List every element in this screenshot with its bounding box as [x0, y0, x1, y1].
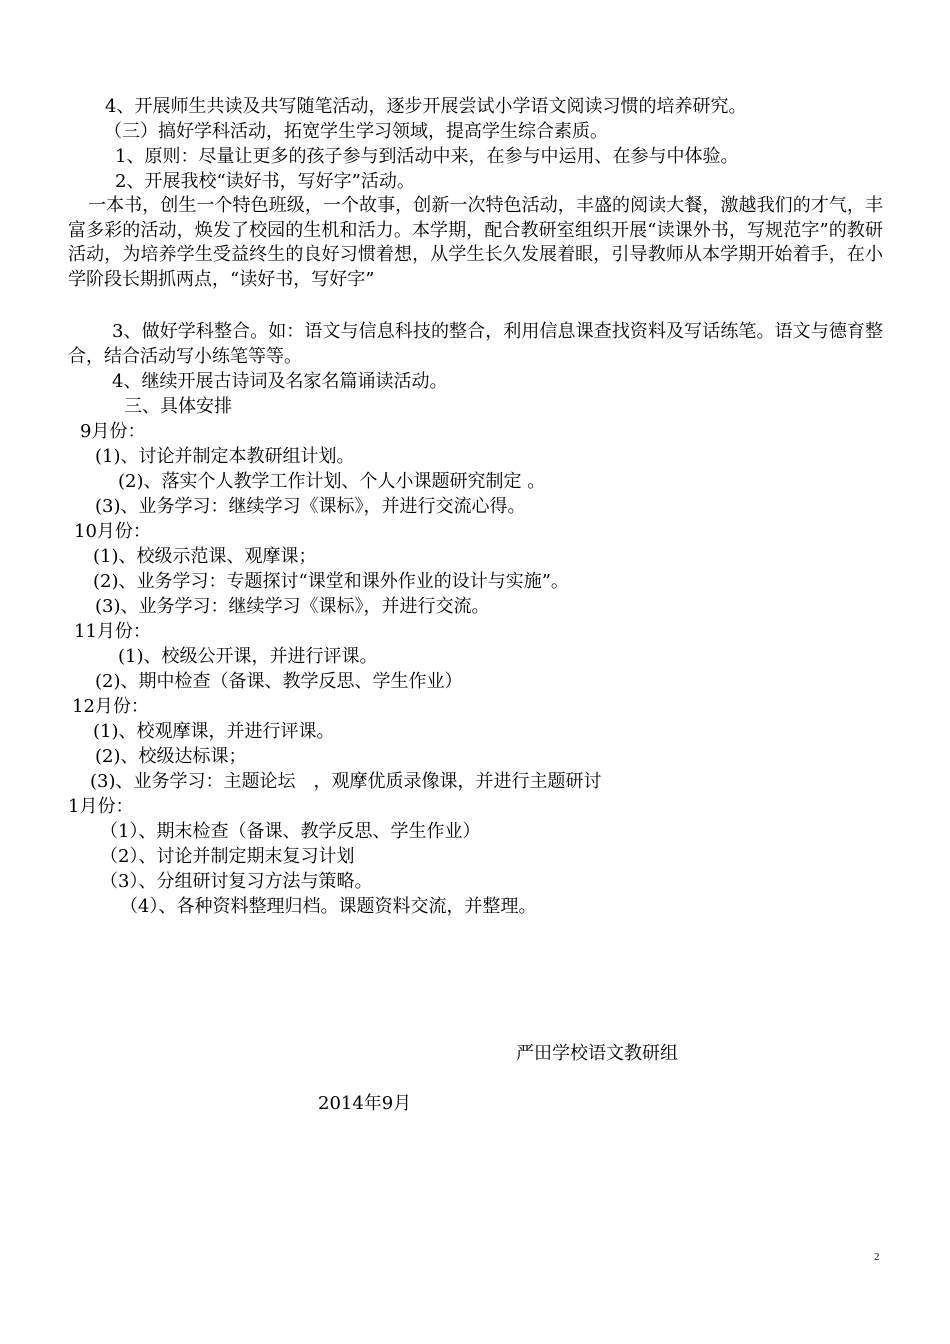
signature-date: 2014年9月: [318, 1093, 412, 1114]
sep-item-2: (2)、落实个人教学工作计划、个人小课题研究制定 。: [118, 471, 546, 492]
item-2-activity: 2、开展我校“读好书，写好字”活动。: [115, 171, 415, 192]
jan-item-4: （4）、各种资料整理归档。课题资料交流，并整理。: [120, 896, 537, 917]
jan-item-3: （3）、分组研讨复习方法与策略。: [100, 871, 373, 892]
section-3-heading: （三）搞好学科活动，拓宽学生学习领域，提高学生综合素质。: [104, 121, 608, 142]
jan-item-2: （2）、讨论并制定期末复习计划: [100, 846, 355, 867]
page-number: 2: [874, 1251, 880, 1263]
oct-item-3: (3)、业务学习：继续学习《课标》，并进行交流。: [95, 596, 490, 617]
month-january: 1月份：: [68, 796, 134, 817]
month-november: 11月份：: [74, 621, 151, 642]
section-3-schedule-heading: 三、具体安排: [124, 396, 232, 417]
item-1-principle: 1、原则：尽量让更多的孩子参与到活动中来，在参与中运用、在参与中体验。: [115, 146, 739, 167]
dec-item-2: (2)、校级达标课；: [95, 746, 247, 767]
sep-item-3: (3)、业务学习：继续学习《课标》，并进行交流心得。: [95, 496, 526, 517]
nov-item-1: (1)、校级公开课，并进行评课。: [118, 646, 378, 667]
item-4-recitation: 4、继续开展古诗词及名家名篇诵读活动。: [112, 371, 448, 392]
month-september: 9月份：: [80, 421, 146, 442]
month-december: 12月份：: [72, 696, 149, 717]
sep-item-1: (1)、讨论并制定本教研组计划。: [95, 446, 355, 467]
oct-item-1: (1)、校级示范课、观摩课；: [93, 546, 317, 567]
activity-description-paragraph: 一本书，创生一个特色班级，一个故事，创新一次特色活动，丰盛的阅读大餐，激越我们的才气，丰富多彩的活动，焕发了校园的生机和活力。本学期，配合教研室组织开展“读课外书，写规范字”的教研活动，为培养学生受益终生的良好习惯着想，从学生长久发展着眼，引导教师从本学期开始着手，在小学阶段长期抓两点，“读好书，写好字”: [68, 195, 883, 290]
month-october: 10月份：: [74, 521, 151, 542]
item-4-reading-notes: 4、开展师生共读及共写随笔活动，逐步开展尝试小学语文阅读习惯的培养研究。: [105, 96, 747, 117]
nov-item-2: (2)、期中检查（备课、教学反思、学生作业）: [95, 671, 463, 692]
signature-organization: 严田学校语文教研组: [516, 1043, 678, 1064]
dec-item-3: (3)、业务学习：主题论坛 ，观摩优质录像课，并进行主题研讨: [90, 771, 602, 792]
item-3-integration-paragraph: 3、做好学科整合。如：语文与信息科技的整合，利用信息课查找资料及写话练笔。语文与德育整合，结合活动写小练笔等等。: [68, 321, 883, 367]
dec-item-1: (1)、校观摩课，并进行评课。: [93, 721, 335, 742]
oct-item-2: (2)、业务学习：专题探讨“课堂和课外作业的设计与实施”。: [93, 571, 569, 592]
jan-item-1: （1）、期末检查（备课、教学反思、学生作业）: [100, 821, 481, 842]
